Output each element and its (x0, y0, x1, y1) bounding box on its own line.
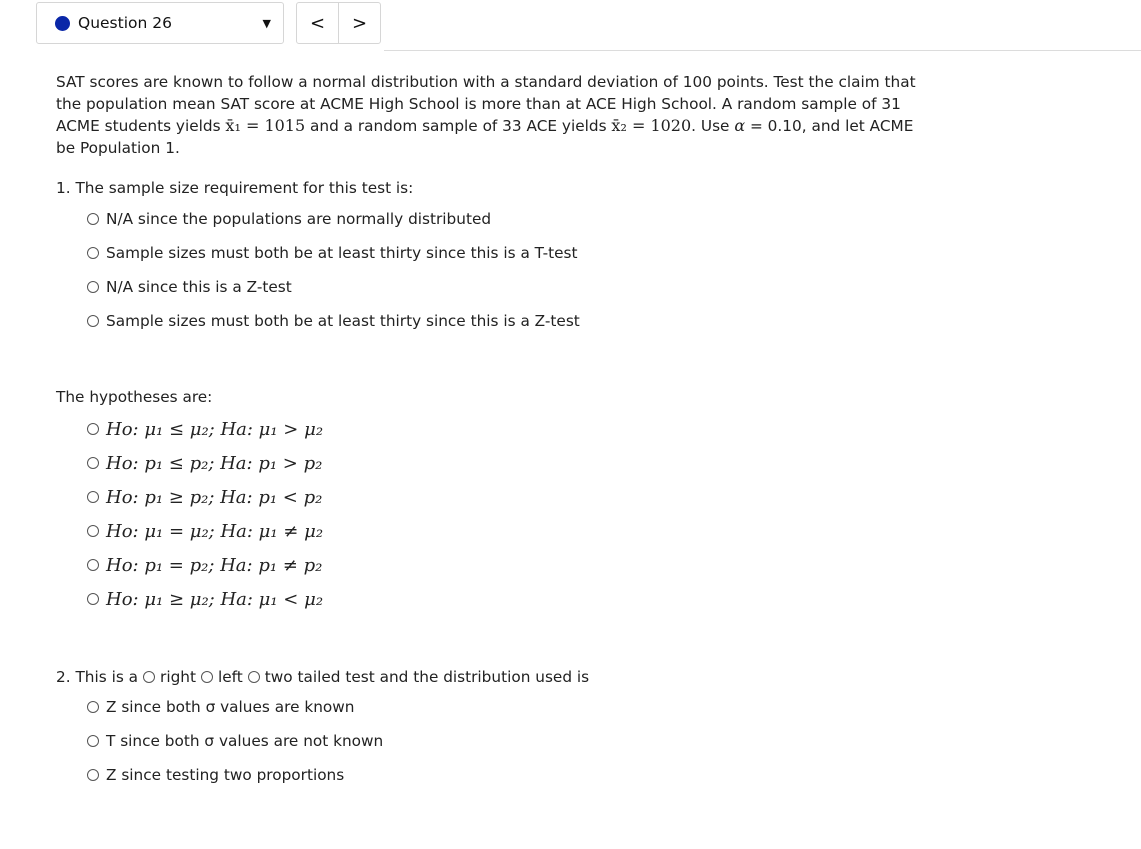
sample-mean-1: x̄₁ = 1015 (225, 116, 306, 135)
question-navigation (296, 2, 381, 44)
q1-option[interactable] (87, 304, 936, 338)
hypothesis-option[interactable] (87, 582, 936, 616)
option-label: Ho: p₁ = p₂; Ha: p₁ ≠ p₂ (106, 554, 323, 576)
radio-button-left[interactable] (201, 671, 213, 683)
q2-label (56, 668, 936, 686)
hypothesis-option[interactable] (87, 548, 936, 582)
q2-option[interactable] (87, 758, 936, 792)
radio-button-two-tailed[interactable] (248, 671, 260, 683)
next-question-button[interactable]: > (338, 3, 380, 43)
hypothesis-option[interactable] (87, 514, 936, 548)
problem-text: . Use (691, 117, 735, 135)
q2-option[interactable] (87, 724, 936, 758)
hypothesis-option[interactable] (87, 412, 936, 446)
sample-mean-2: x̄₂ = 1020 (611, 116, 692, 135)
radio-button[interactable] (87, 735, 99, 747)
option-label: Sample sizes must both be at least thirty since this is a T-test (106, 244, 578, 262)
option-label: Ho: μ₁ = μ₂; Ha: μ₁ ≠ μ₂ (106, 520, 324, 542)
radio-button[interactable] (87, 559, 99, 571)
option-label: Ho: p₁ ≤ p₂; Ha: p₁ > p₂ (106, 452, 323, 474)
radio-button[interactable] (87, 457, 99, 469)
radio-button[interactable] (87, 213, 99, 225)
problem-text: SAT scores are known to follow a normal distribution with a standard deviation of 100 points. Test the claim that the population mean SAT score at ACME High School is more than at ACE High School. A random sample of 31 ACME students yields (56, 73, 916, 135)
radio-button[interactable] (87, 247, 99, 259)
q2-prefix: 2. This is a (56, 668, 139, 686)
radio-button[interactable] (87, 491, 99, 503)
option-label: T since both σ values are not known (106, 732, 384, 750)
radio-button-right[interactable] (143, 671, 155, 683)
option-label: Z since testing two proportions (106, 766, 345, 784)
header-divider (384, 50, 1141, 51)
question-status-icon (55, 16, 70, 31)
option-label: N/A since the populations are normally distributed (106, 210, 492, 228)
q2-option[interactable] (87, 690, 936, 724)
radio-button[interactable] (87, 525, 99, 537)
option-label: Ho: μ₁ ≥ μ₂; Ha: μ₁ < μ₂ (106, 588, 324, 610)
q1-label: 1. The sample size requirement for this test is: (56, 179, 414, 197)
tail-right-label: right (160, 668, 196, 686)
tail-two-label: two tailed test and the distribution used is (264, 668, 590, 686)
previous-question-button[interactable]: < (309, 12, 326, 34)
hypothesis-option[interactable] (87, 480, 936, 514)
hypotheses-label: The hypotheses are: (56, 388, 213, 406)
radio-button[interactable] (87, 701, 99, 713)
radio-button[interactable] (87, 281, 99, 293)
alpha-symbol: α (734, 116, 746, 135)
q1-option[interactable] (87, 236, 936, 270)
q1-option[interactable] (87, 202, 936, 236)
hypothesis-option[interactable] (87, 446, 936, 480)
question-selector[interactable] (36, 2, 284, 44)
option-label: N/A since this is a Z-test (106, 278, 292, 296)
radio-button[interactable] (87, 315, 99, 327)
question-content (56, 72, 936, 792)
radio-button[interactable] (87, 769, 99, 781)
option-label: Sample sizes must both be at least thirty since this is a Z-test (106, 312, 580, 330)
tail-left-label: left (218, 668, 243, 686)
option-label: Ho: p₁ ≥ p₂; Ha: p₁ < p₂ (106, 486, 323, 508)
problem-statement (56, 72, 936, 159)
q1-option[interactable] (87, 270, 936, 304)
option-label: Ho: μ₁ ≤ μ₂; Ha: μ₁ > μ₂ (106, 418, 324, 440)
radio-button[interactable] (87, 423, 99, 435)
problem-text: and a random sample of 33 ACE yields (305, 117, 612, 135)
dropdown-caret-icon[interactable]: ▼ (262, 16, 271, 30)
option-label: Z since both σ values are known (106, 698, 355, 716)
question-title: Question 26 (78, 14, 172, 32)
radio-button[interactable] (87, 593, 99, 605)
problem-text: = 0.10, and let ACME be Population 1. (56, 117, 914, 157)
